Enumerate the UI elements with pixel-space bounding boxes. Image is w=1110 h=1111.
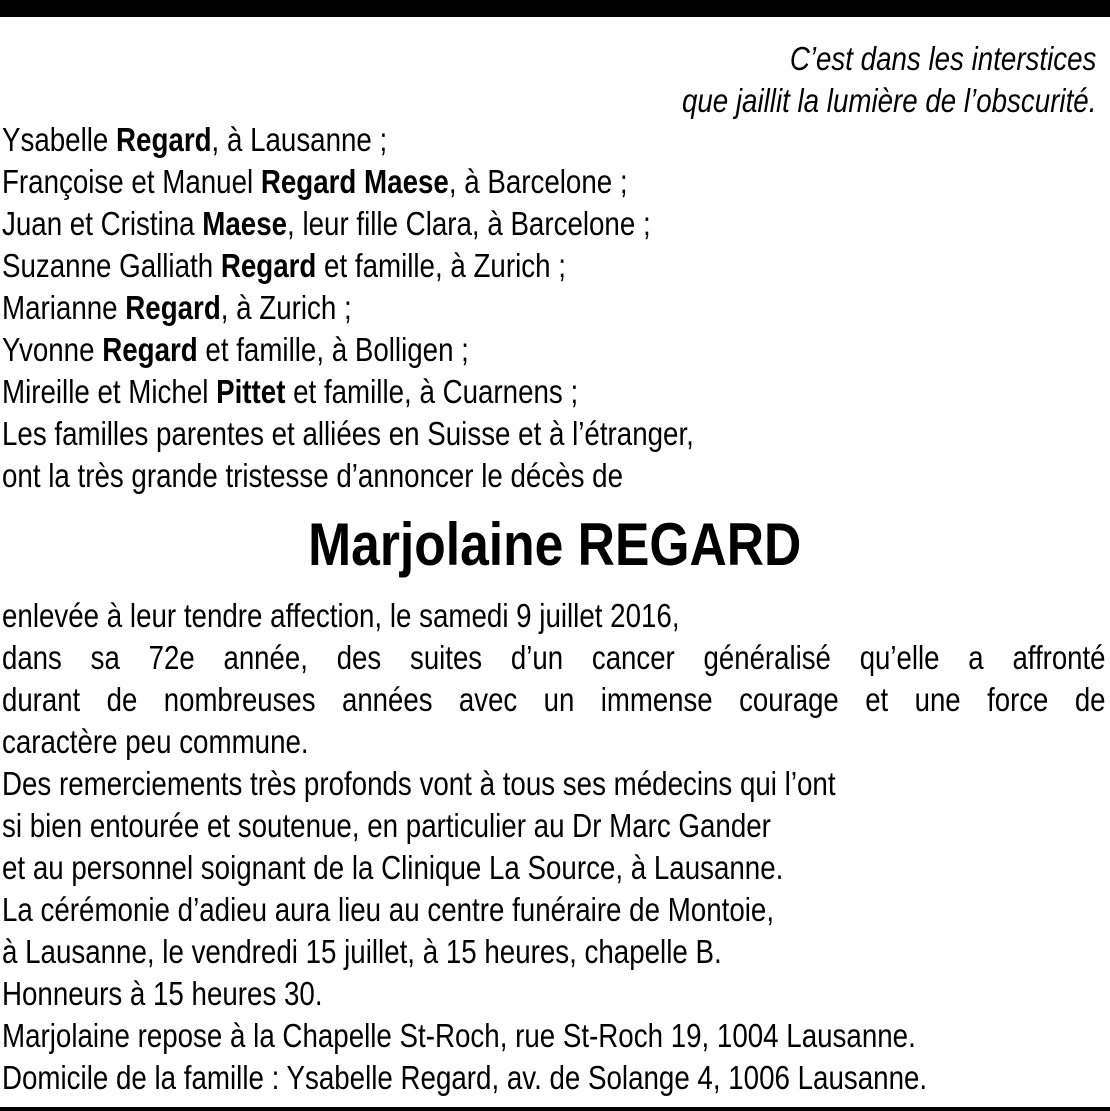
body-line-11: Marjolaine repose à la Chapelle St-Roch, rue St-Roch 19, 1004 Lausanne. — [2, 1017, 916, 1054]
body-line-3: durant de nombreuses années avec un immense courage et une force de — [2, 681, 1106, 718]
family-line-7: Mireille et Michel Pittet et famille, à Cuarnens ; — [2, 373, 579, 410]
family-surname: Regard — [116, 121, 212, 158]
deceased-name: Marjolaine REGARD — [308, 511, 802, 578]
body-line-10: Honneurs à 15 heures 30. — [2, 975, 323, 1012]
body-line-6: si bien entourée et soutenue, en particulier au Dr Marc Gander — [2, 807, 771, 844]
body-line-9: à Lausanne, le vendredi 15 juillet, à 15 heures, chapelle B. — [2, 933, 722, 970]
family-surname: Regard — [102, 331, 198, 368]
body-line-12: Domicile de la famille : Ysabelle Regard, av. de Solange 4, 1006 Lausanne. — [2, 1059, 928, 1096]
family-surname: Maese — [202, 205, 288, 242]
body-line-1: enlevée à leur tendre affection, le samedi 9 juillet 2016, — [2, 597, 680, 634]
epigraph — [682, 38, 1096, 122]
family-line-1: Ysabelle Regard, à Lausanne ; — [2, 121, 388, 158]
body-line-5: Des remerciements très profonds vont à tous ses médecins qui l’ont — [2, 765, 836, 802]
body-line-2: dans sa 72e année, des suites d’un cancer généralisé qu’elle a affronté — [2, 639, 1106, 676]
intro-line-1: Les familles parentes et alliées en Suisse et à l’étranger, — [2, 415, 694, 452]
family-surname: Regard — [125, 289, 221, 326]
epigraph-line-2: que jaillit la lumière de l’obscurité. — [681, 82, 1096, 119]
family-surname: Pittet — [216, 373, 286, 410]
epigraph-line-1: C’est dans les interstices — [789, 40, 1096, 77]
top-border-rule — [0, 0, 1110, 17]
family-surname: Regard Maese — [260, 163, 449, 200]
family-line-4: Suzanne Galliath Regard et famille, à Zurich ; — [2, 247, 566, 284]
family-line-5: Marianne Regard, à Zurich ; — [2, 289, 352, 326]
family-line-2: Françoise et Manuel Regard Maese, à Barcelone ; — [2, 163, 628, 200]
family-surname: Regard — [220, 247, 317, 284]
body-line-7: et au personnel soignant de la Clinique La Source, à Lausanne. — [2, 849, 784, 886]
body-line-8: La cérémonie d’adieu aura lieu au centre funéraire de Montoie, — [2, 891, 775, 928]
bottom-border-rule — [0, 1107, 1110, 1111]
family-line-3: Juan et Cristina Maese, leur fille Clara, à Barcelone ; — [2, 205, 651, 242]
body-line-4: caractère peu commune. — [2, 723, 309, 760]
family-line-6: Yvonne Regard et famille, à Bolligen ; — [2, 331, 469, 368]
intro-line-2: ont la très grande tristesse d’annoncer le décès de — [2, 457, 623, 494]
